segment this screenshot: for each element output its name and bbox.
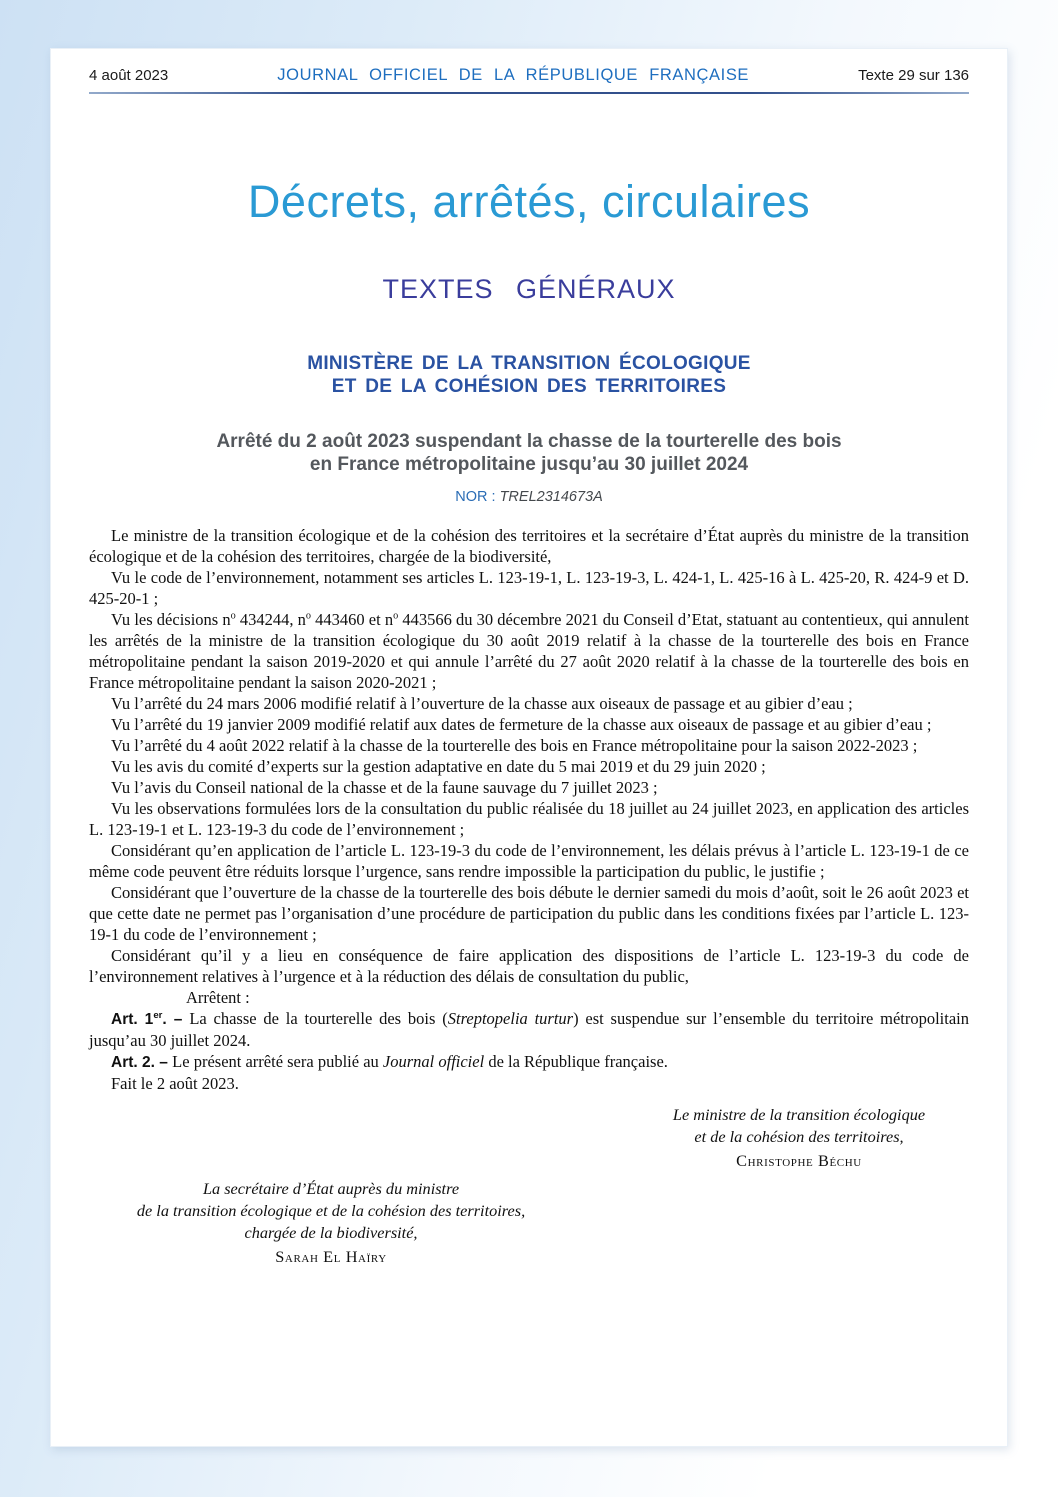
ministry-line-1: MINISTÈRE DE LA TRANSITION ÉCOLOGIQUE (307, 353, 751, 374)
secretary-title-line-2: de la transition écologique et de la cohésion des territoires, (136, 1201, 526, 1220)
ministry-line-2: ET DE LA COHÉSION DES TERRITOIRES (331, 376, 727, 397)
minister-title-line-1: Le ministre de la transition écologique (672, 1105, 926, 1124)
visa-paragraph-arrete-2009: Vu l’arrêté du 19 janvier 2009 modifié relatif aux dates de fermeture de la chasse aux oiseaux de passage et au gibier d’eau ; (111, 715, 932, 734)
secretary-title-line-1: La secrétaire d’État auprès du ministre (202, 1179, 460, 1198)
subsection-title: TEXTES GÉNÉRAUX (382, 274, 676, 304)
act-body (89, 525, 969, 1094)
nor-label: NOR : (455, 489, 500, 505)
page-header (89, 49, 969, 85)
minister-title-line-2: et de la cohésion des territoires, (694, 1127, 904, 1146)
text-reference: Texte 29 sur 136 (858, 67, 969, 84)
minister-name: Christophe Béchu (736, 1151, 862, 1170)
considerant-paragraph-urgence: Considérant qu’il y a lieu en conséquence de faire application des dispositions de l’article L. 123-19-3 du code de l’environnement relatives à l’urgence et à la réduction des délais de consultation du public, (89, 946, 969, 986)
considerant-paragraph-delais: Considérant qu’en application de l’article L. 123-19-3 du code de l’environnement, les délais prévus à l’article L. 123-19-1 de ce même code peuvent être réduits lorsque l’urgence, sans rendre impossible la participation du public, le justifie ; (89, 841, 969, 881)
visa-paragraph-avis-conseil-chasse: Vu l’avis du Conseil national de la chasse et de la faune sauvage du 7 juillet 2023 ; (111, 778, 658, 797)
visa-paragraph-code-environnement: Vu le code de l’environnement, notamment ses articles L. 123-19-1, L. 123-19-3, L. 424-1, L. 425-16 à L. 425-20, R. 424-9 et D. 425-20-1 ; (89, 568, 969, 608)
preamble-paragraph: Le ministre de la transition écologique et de la cohésion des territoires et la secrétaire d’État auprès du ministre de la transition écologique et de la cohésion des territoires, chargée de la biodiversité, (89, 526, 969, 566)
publication-date: 4 août 2023 (89, 67, 169, 84)
visa-paragraph-arrete-2022: Vu l’arrêté du 4 août 2022 relatif à la chasse de la tourterelle des bois en France métropolitaine pour la saison 2022-2023 ; (111, 736, 918, 755)
secretary-signature-block (89, 1178, 573, 1268)
minister-signature-block (629, 1104, 969, 1172)
act-title-line-1: Arrêté du 2 août 2023 suspendant la chasse de la tourterelle des bois (216, 431, 842, 452)
signature-area (89, 1104, 969, 1268)
secretary-title-line-3: chargée de la biodiversité, (244, 1223, 418, 1242)
visa-paragraph-decisions-conseil-etat: Vu les décisions $n^o$ 434244, $n^o$ 443460 et $n^o$ 443566 du 30 décembre 2021 du Conseil d’Etat, statuant au contentieux, qui annulent les arrêtés de la ministre de la transition écologique du 30 août 2019 relatif à la chasse de la tourterelle des bois en France métropolitaine pendant la saison 2019-2020 et qui annule l’arrêté du 27 août 2020 relatif à la chasse de la tourterelle des bois en France métropolitaine pendant la saison 2020-2021 ; (89, 610, 969, 692)
visa-paragraph-avis-comite: Vu les avis du comité d’experts sur la gestion adaptative en date du 5 mai 2019 et du 29 juin 2020 ; (111, 757, 766, 776)
act-title (89, 430, 969, 476)
nor-value: TREL2314673A (499, 489, 603, 505)
header-divider (89, 92, 969, 94)
section-title: Décrets, arrêtés, circulaires (247, 176, 811, 227)
secretary-name: Sarah El Haïry (275, 1247, 387, 1266)
fait-line: Fait le 2 août 2023. (111, 1074, 239, 1093)
arretent-line: Arrêtent : (186, 988, 250, 1007)
considerant-paragraph-ouverture: Considérant que l’ouverture de la chasse de la tourterelle des bois débute le dernier samedi du mois d’août, soit le 26 août 2023 et que cette date ne permet pas l’organisation d’une procédure de participation du public dans les conditions fixées par l’article L. 123-19-1 du code de l’environnement ; (89, 883, 969, 944)
document-page (50, 48, 1008, 1447)
journal-title: JOURNAL OFFICIEL DE LA RÉPUBLIQUE FRANÇAISE (277, 66, 750, 84)
act-title-line-2: en France métropolitaine jusqu’au 30 juillet 2024 (309, 454, 749, 475)
article-1-paragraph: Art. 1er. – La chasse de la tourterelle des bois (Streptopelia turtur) est suspendue sur l’ensemble du territoire métropolitain jusqu’au 30 juillet 2024. (89, 1009, 970, 1050)
visa-paragraph-arrete-2006: Vu l’arrêté du 24 mars 2006 modifié relatif à l’ouverture de la chasse aux oiseaux de passage et au gibier d’eau ; (111, 694, 853, 713)
visa-paragraph-observations-public: Vu les observations formulées lors de la consultation du public réalisée du 18 juillet au 24 juillet 2023, en application des articles L. 123-19-1 et L. 123-19-3 du code de l’environnement ; (89, 799, 969, 839)
nor-line (89, 489, 969, 505)
article-2-paragraph: Art. 2. – Le présent arrêté sera publié au Journal officiel de la République française. (111, 1052, 668, 1071)
ministry-heading (89, 352, 969, 398)
